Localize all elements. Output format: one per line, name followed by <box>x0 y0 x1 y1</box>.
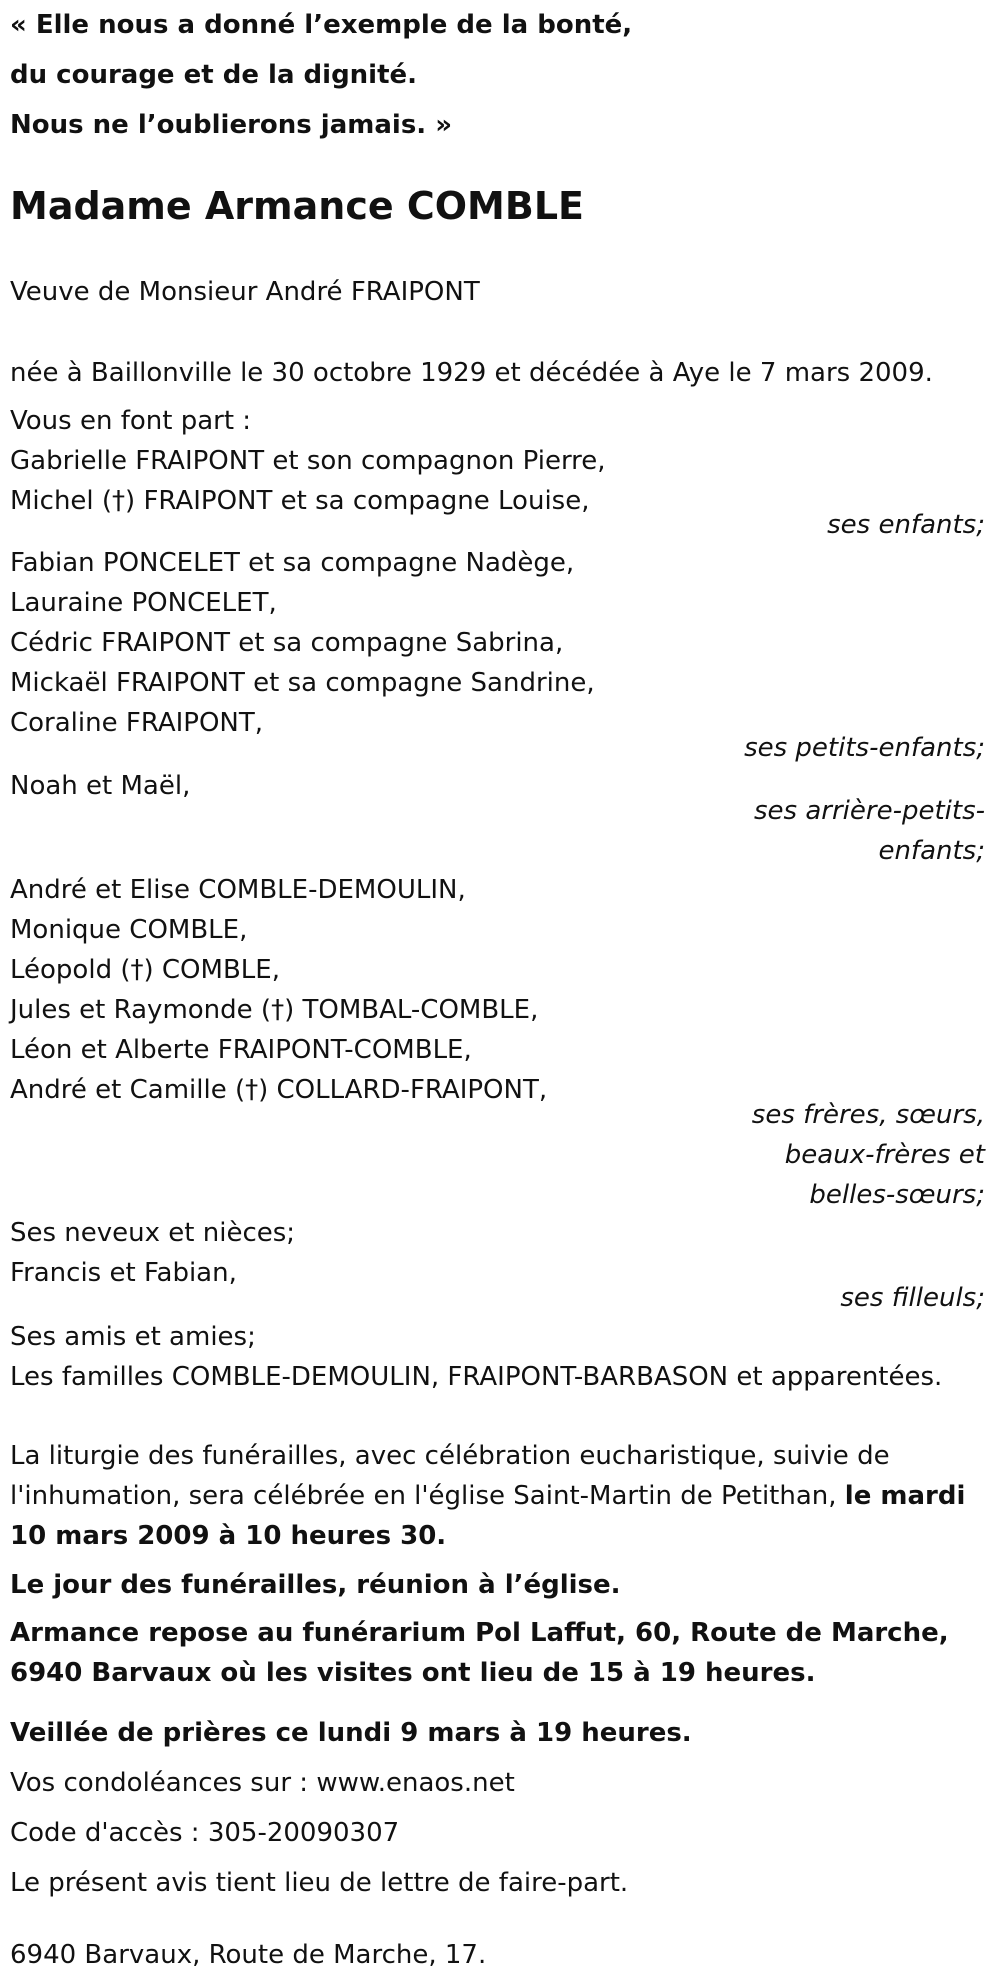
widow-of: Veuve de Monsieur André FRAIPONT <box>10 277 480 307</box>
relation-label: ses arrière-petits- <box>754 796 985 826</box>
family-member: Léon et Alberte FRAIPONT-COMBLE, <box>10 1035 472 1065</box>
family-member: Noah et Maël, <box>10 771 191 801</box>
family-member: Ses neveux et nièces; <box>10 1218 296 1248</box>
relation-label: ses frères, sœurs, <box>751 1100 985 1130</box>
address: 6940 Barvaux, Route de Marche, 17. <box>10 1940 487 1970</box>
quote-line: du courage et de la dignité. <box>10 60 418 90</box>
friends: Ses amis et amies; <box>10 1322 256 1352</box>
family-member: Jules et Raymonde (†) TOMBAL-COMBLE, <box>10 995 539 1025</box>
family-member: Monique COMBLE, <box>10 915 248 945</box>
relation-label: ses enfants; <box>827 510 985 540</box>
funeral-date: le mardi 10 mars 2009 à 10 heures 30. <box>10 1481 966 1551</box>
vigil-notice: Veillée de prières ce lundi 9 mars à 19 heures. <box>10 1718 692 1748</box>
quote-line: Nous ne l’oublierons jamais. » <box>10 110 453 140</box>
announcers-intro: Vous en font part : <box>10 406 252 436</box>
relation-label: ses filleuls; <box>840 1283 985 1313</box>
repose-notice: Armance repose au funérarium Pol Laffut, 60, Route de Marche, 6940 Barvaux où les visites ont lieu de 15 à 19 heures. <box>10 1618 949 1688</box>
family-member: Michel (†) FRAIPONT et sa compagne Louise, <box>10 486 590 516</box>
family-member: Cédric FRAIPONT et sa compagne Sabrina, <box>10 628 564 658</box>
family-member: Gabrielle FRAIPONT et son compagnon Pierre, <box>10 446 606 476</box>
family-member: Mickaël FRAIPONT et sa compagne Sandrine, <box>10 668 595 698</box>
family-member: Fabian PONCELET et sa compagne Nadège, <box>10 548 575 578</box>
funeral-text: La liturgie des funérailles, avec célébration eucharistique, suivie de l'inhumation, sera célébrée en l'église Saint-Martin de Petithan, <box>10 1441 890 1511</box>
family-member: Coraline FRAIPONT, <box>10 708 264 738</box>
quote-line: « Elle nous a donné l’exemple de la bonté, <box>10 10 633 40</box>
access-code: Code d'accès : 305-20090307 <box>10 1818 400 1848</box>
relation-label: enfants; <box>878 836 985 866</box>
funeral-paragraph <box>10 1436 985 1556</box>
family-member: André et Camille (†) COLLARD-FRAIPONT, <box>10 1075 548 1105</box>
relation-label: beaux-frères et <box>784 1140 985 1170</box>
family-member: Lauraine PONCELET, <box>10 588 277 618</box>
condolences: Vos condoléances sur : www.enaos.net <box>10 1768 515 1798</box>
relation-label: belles-sœurs; <box>809 1180 985 1210</box>
family-member: André et Elise COMBLE-DEMOULIN, <box>10 875 466 905</box>
meeting-notice: Le jour des funérailles, réunion à l’église. <box>10 1570 621 1600</box>
birth-death: née à Baillonville le 30 octobre 1929 et décédée à Aye le 7 mars 2009. <box>10 358 933 388</box>
family-member: Léopold (†) COMBLE, <box>10 955 280 985</box>
deceased-name: Madame Armance COMBLE <box>10 184 585 228</box>
notice-statement: Le présent avis tient lieu de lettre de faire-part. <box>10 1868 629 1898</box>
families: Les familles COMBLE-DEMOULIN, FRAIPONT-BARBASON et apparentées. <box>10 1362 943 1392</box>
relation-label: ses petits-enfants; <box>744 733 985 763</box>
family-member: Francis et Fabian, <box>10 1258 237 1288</box>
